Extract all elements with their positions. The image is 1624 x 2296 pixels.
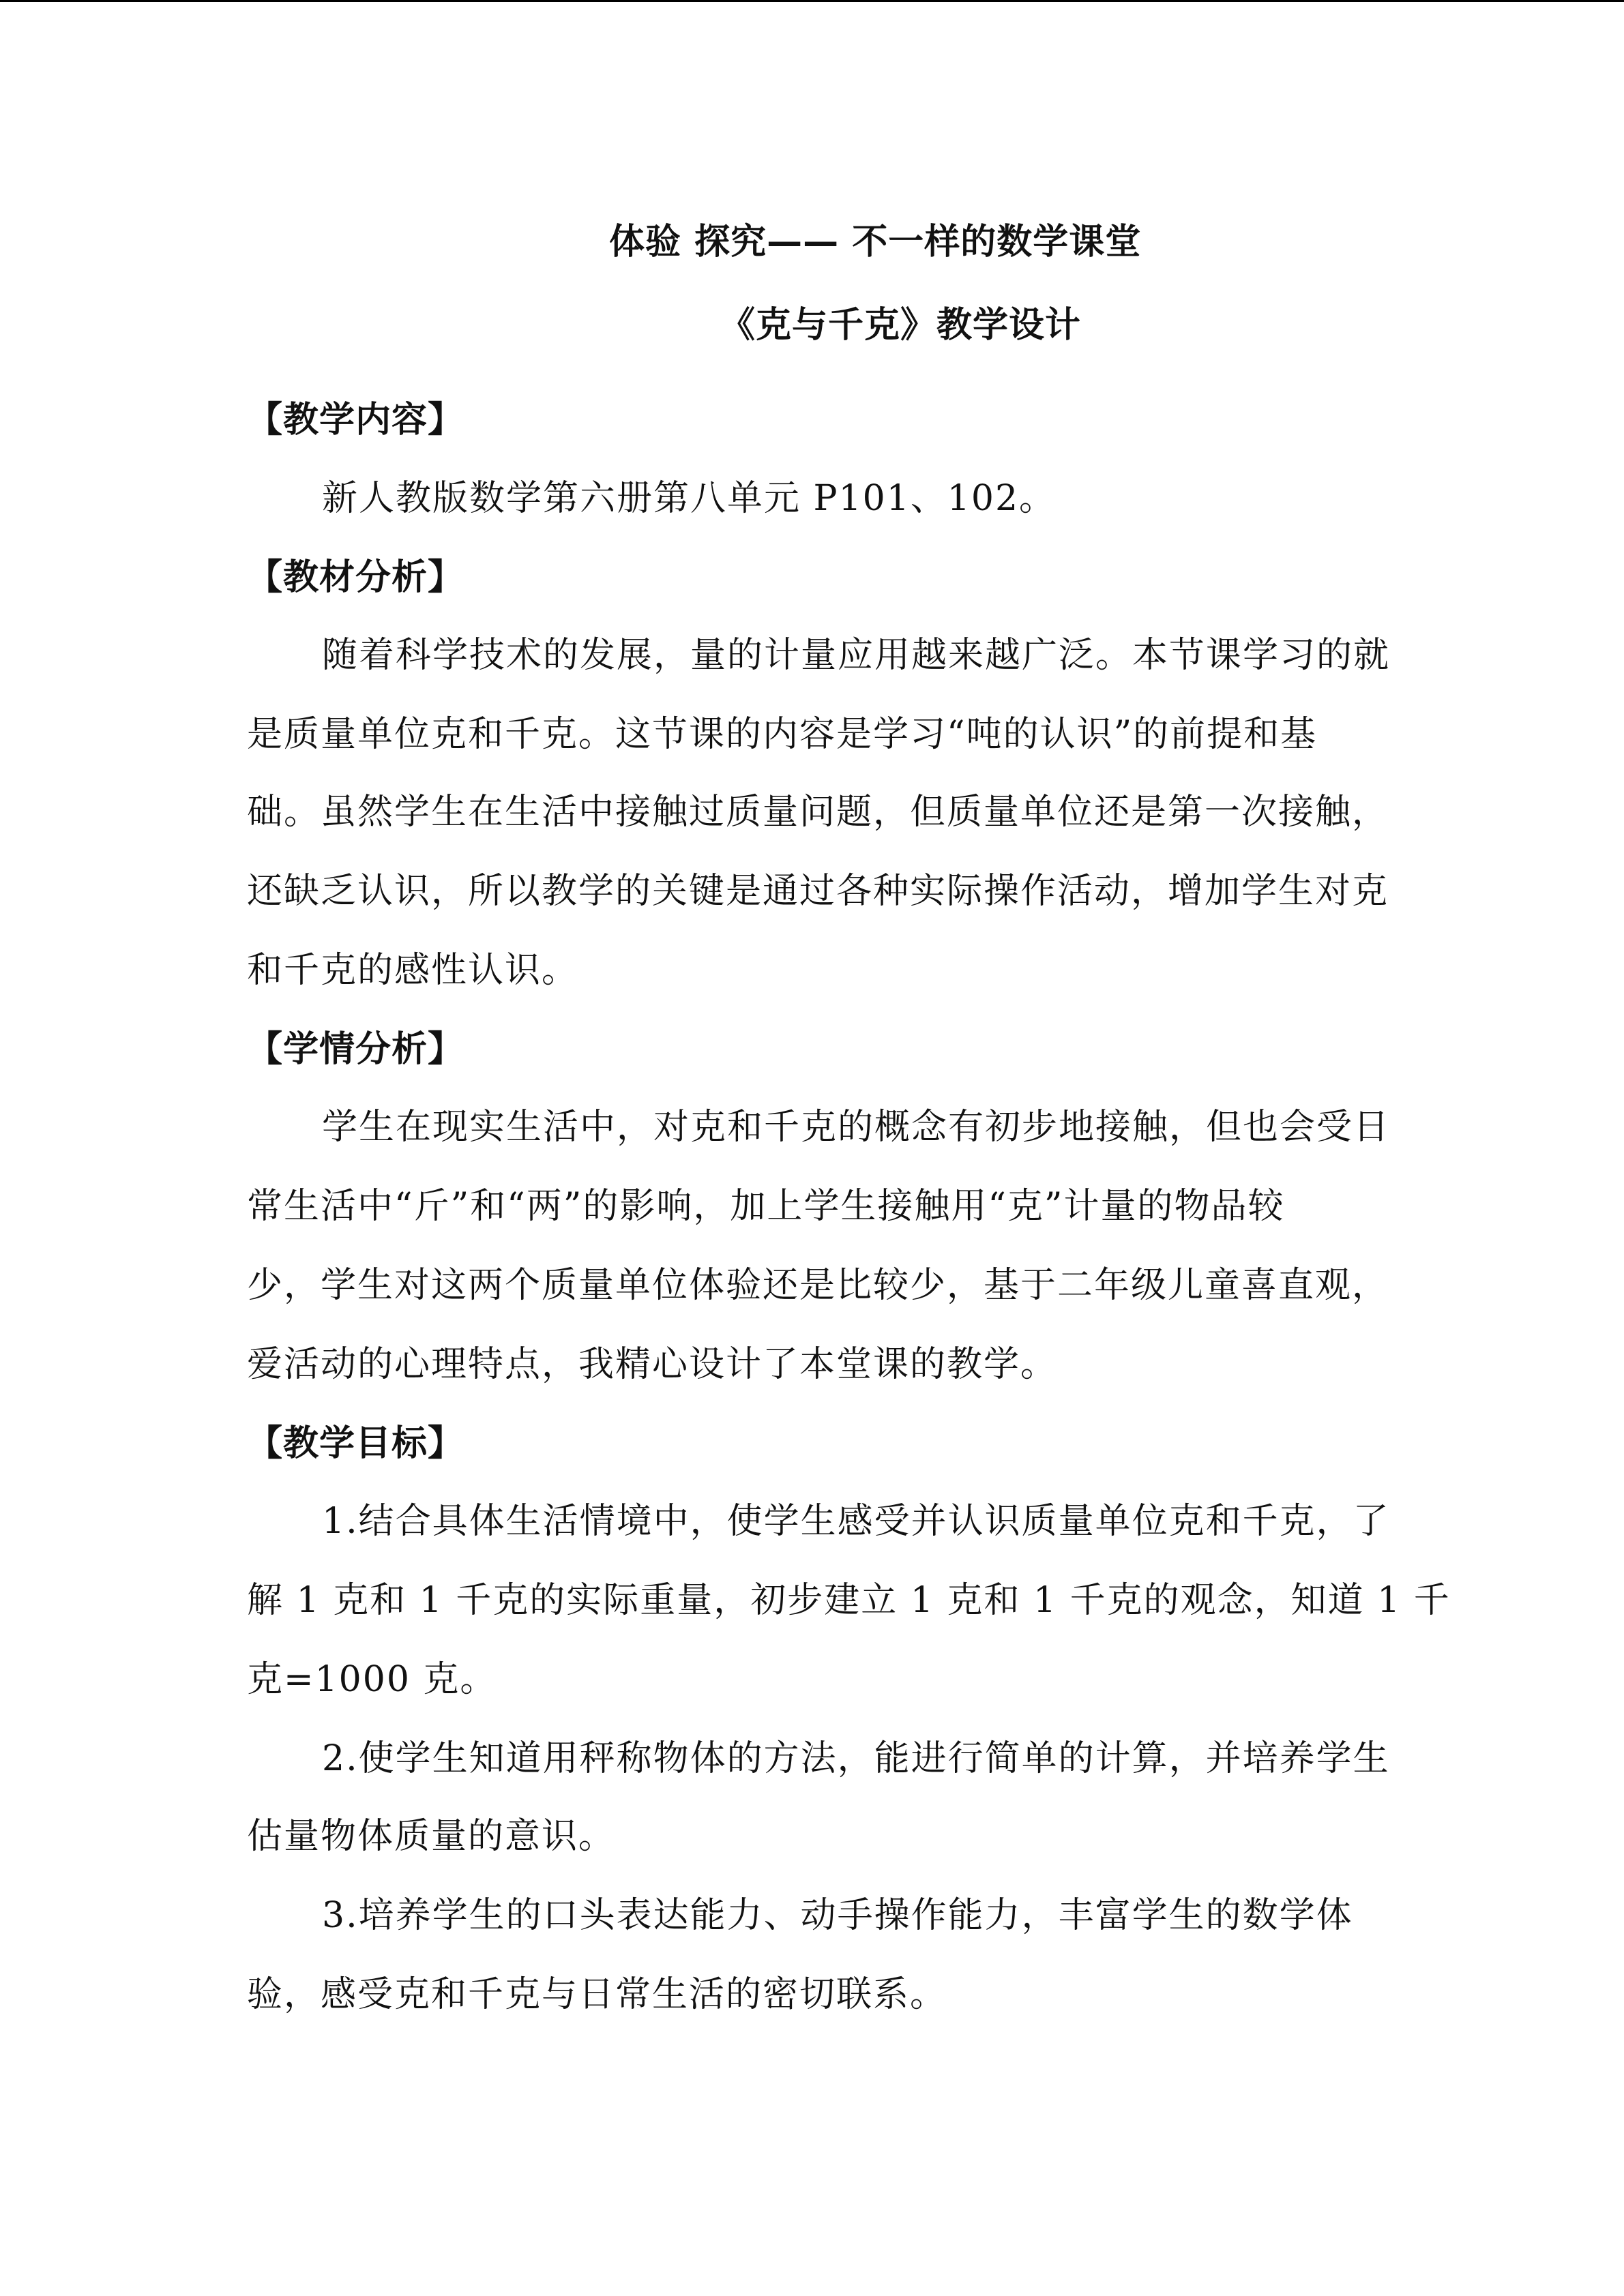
paragraph-line: 1.结合具体生活情境中，使学生感受并认识质量单位克和千克，了 [322, 1501, 1390, 1542]
paragraph-line: 爱活动的心理特点，我精心设计了本堂课的教学。 [247, 1344, 1058, 1385]
paragraph-line: 随着科学技术的发展，量的计量应用越来越广泛。本节课学习的就 [322, 635, 1391, 676]
paragraph-line: 还缺乏认识，所以教学的关键是通过各种实际操作活动，增加学生对克 [247, 871, 1389, 912]
paragraph-line: 2.使学生知道用秤称物体的方法，能进行简单的计算，并培养学生 [322, 1738, 1390, 1779]
section-heading-textbook-analysis: 【教材分析】 [247, 557, 464, 598]
paragraph-line: 估量物体质量的意识。 [247, 1816, 616, 1857]
paragraph-line: 常生活中“斤”和“两”的影响，加上学生接触用“克”计量的物品较 [247, 1186, 1285, 1227]
paragraph-line: 克=1000 克。 [247, 1659, 497, 1700]
paragraph-line: 解 1 克和 1 千克的实际重量，初步建立 1 克和 1 千克的观念，知道 1 千 [247, 1580, 1451, 1621]
paragraph-line: 少，学生对这两个质量单位体验还是比较少，基于二年级儿童喜直观， [247, 1265, 1389, 1306]
section-heading-learner-analysis: 【学情分析】 [247, 1029, 464, 1070]
paragraph-line: 3.培养学生的口头表达能力、动手操作能力，丰富学生的数学体 [322, 1895, 1353, 1936]
paragraph-line: 验，感受克和千克与日常生活的密切联系。 [247, 1974, 947, 2015]
paragraph-line: 是质量单位克和千克。这节课的内容是学习“吨的认识”的前提和基 [247, 714, 1318, 755]
paragraph-line: 学生在现实生活中，对克和千克的概念有初步地接触，但也会受日 [322, 1107, 1391, 1148]
paragraph-line: 和千克的感性认识。 [247, 950, 579, 991]
document-subtitle: 《克与千克》教学设计 [720, 305, 1082, 346]
section-heading-teaching-goals: 【教学目标】 [247, 1423, 464, 1464]
section-heading-teaching-content: 【教学内容】 [247, 400, 464, 441]
paragraph-line: 新人教版数学第六册第八单元 P101、102。 [322, 478, 1057, 519]
document-title: 体验 探究—— 不一样的数学课堂 [609, 222, 1142, 263]
paragraph-line: 础。虽然学生在生活中接触过质量问题，但质量单位还是第一次接触， [247, 792, 1389, 833]
